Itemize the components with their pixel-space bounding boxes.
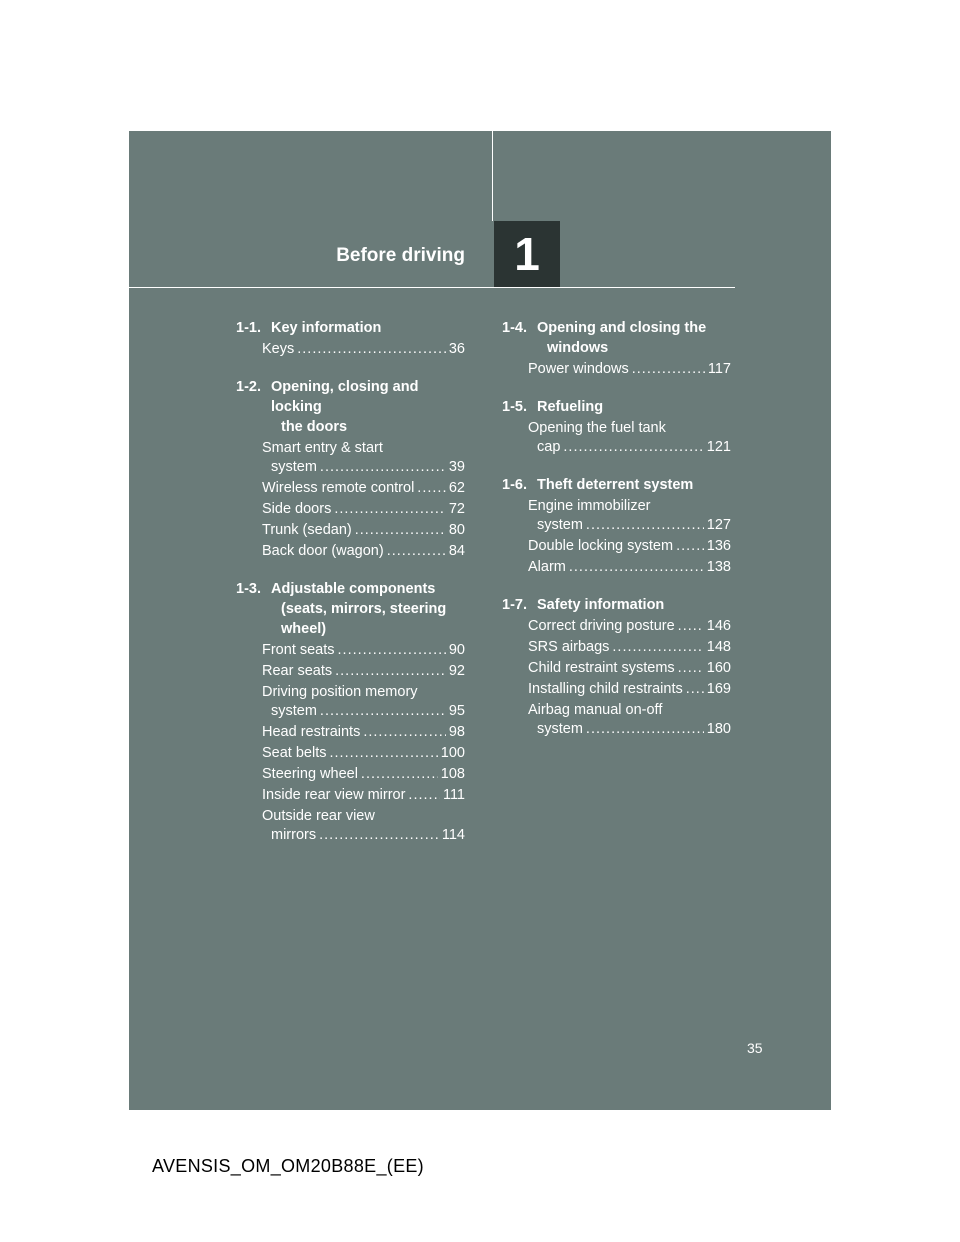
toc-entry[interactable] — [262, 521, 465, 540]
toc-entry-label: mirrors — [271, 827, 317, 843]
toc-entry-label: Power windows — [528, 361, 629, 377]
toc-entry-row — [262, 340, 465, 359]
toc-entry[interactable] — [528, 419, 731, 457]
toc-entry-page: 39 — [448, 459, 465, 475]
toc-entry[interactable] — [262, 683, 465, 721]
toc-entry-row — [528, 360, 731, 379]
dot-leader — [612, 638, 703, 657]
toc-entry-row — [528, 617, 731, 636]
toc-entry[interactable] — [262, 765, 465, 784]
toc-entry-label: SRS airbags — [528, 639, 610, 655]
toc-entry-page: 169 — [706, 681, 731, 697]
toc-entry-label: Outside rear view — [262, 808, 375, 824]
toc-entry-page: 136 — [706, 538, 731, 554]
toc-section — [215, 318, 465, 359]
toc-entry-page: 72 — [448, 501, 465, 517]
toc-entry-label: Side doors — [262, 501, 332, 517]
section-title — [527, 397, 603, 417]
toc-entry-label: Installing child restraints — [528, 681, 683, 697]
section-heading — [215, 579, 465, 639]
toc-entry-row — [262, 500, 465, 519]
toc-entry[interactable] — [528, 701, 731, 739]
toc-entry-label: Alarm — [528, 559, 566, 575]
toc-entry-row — [262, 765, 465, 784]
section-heading — [215, 377, 465, 437]
section-number: 1-6. — [502, 477, 527, 493]
dot-leader — [355, 521, 446, 540]
section-title-line: Key information — [271, 320, 382, 336]
toc-entry-label: Airbag manual on-off — [528, 702, 663, 718]
dot-leader — [632, 360, 705, 379]
toc-entry-page: 84 — [448, 543, 465, 559]
toc-section — [215, 377, 465, 561]
toc-items — [528, 497, 731, 577]
toc-entry-row — [262, 542, 465, 561]
toc-entry-row — [528, 638, 731, 657]
dot-leader — [361, 765, 438, 784]
dot-leader — [320, 458, 446, 477]
dot-leader — [338, 641, 446, 660]
toc-entry-page: 108 — [440, 766, 465, 782]
toc-entry-page: 148 — [706, 639, 731, 655]
toc-entry-row — [528, 558, 731, 577]
toc-entry-label: Rear seats — [262, 663, 333, 679]
toc-entry-label: Wireless remote control — [262, 480, 415, 496]
section-title-line: (seats, mirrors, steering — [281, 601, 447, 617]
toc-entry-page: 146 — [706, 618, 731, 634]
section-title — [527, 318, 706, 358]
toc-entry-label: Seat belts — [262, 745, 327, 761]
dot-leader — [297, 340, 446, 359]
section-heading — [215, 318, 465, 338]
toc-entry[interactable] — [528, 638, 731, 657]
dot-leader — [334, 500, 446, 519]
toc-entry[interactable] — [528, 558, 731, 577]
dot-leader — [586, 720, 704, 739]
toc-entry-page: 138 — [706, 559, 731, 575]
section-title-line: Refueling — [537, 399, 604, 415]
footer-code: AVENSIS_OM_OM20B88E_(EE) — [152, 1156, 424, 1176]
section-title — [261, 579, 446, 639]
section-title-line: Safety information — [537, 597, 665, 613]
toc-entry-page: 92 — [448, 663, 465, 679]
toc-entry-page: 121 — [706, 439, 731, 455]
section-number: 1-5. — [502, 399, 527, 415]
toc-entry-label: system — [271, 703, 317, 719]
toc-right-column — [481, 318, 731, 757]
toc-entry-label: system — [271, 459, 317, 475]
toc-entry-row — [262, 479, 465, 498]
dot-leader — [678, 617, 704, 636]
section-title-line: the doors — [281, 419, 348, 435]
section-heading — [481, 475, 731, 495]
toc-entry[interactable] — [262, 439, 465, 477]
toc-entry-label: Inside rear view mirror — [262, 787, 406, 803]
chapter-number-box — [494, 221, 560, 287]
toc-entry-page: 90 — [448, 642, 465, 658]
toc-entry-label: system — [537, 517, 583, 533]
toc-entry-label: Trunk (sedan) — [262, 522, 352, 538]
dot-leader — [676, 537, 704, 556]
section-title-line: Opening and closing the — [537, 320, 707, 336]
toc-entry[interactable] — [528, 537, 731, 556]
toc-left-column — [215, 318, 465, 863]
toc-entry-page: 127 — [706, 517, 731, 533]
toc-entry-page: 117 — [707, 361, 731, 377]
toc-entry-label: Back door (wagon) — [262, 543, 384, 559]
toc-entry-page: 36 — [448, 341, 465, 357]
toc-entry-label: cap — [537, 439, 561, 455]
toc-entry[interactable] — [262, 786, 465, 805]
toc-entry-row — [528, 438, 731, 457]
section-number: 1-1. — [236, 320, 261, 336]
toc-entry-page: 180 — [706, 721, 731, 737]
dot-leader — [417, 479, 446, 498]
toc-entry-page: 98 — [448, 724, 465, 740]
divider-vertical — [492, 131, 493, 221]
toc-entry-label: Child restraint systems — [528, 660, 675, 676]
toc-entry-page: 160 — [706, 660, 731, 676]
toc-entry-row — [528, 659, 731, 678]
section-title-line: Opening, closing and locking — [271, 379, 419, 415]
toc-items — [262, 340, 465, 359]
toc-items — [528, 419, 731, 457]
chapter-title: Before driving — [336, 245, 465, 266]
divider-horizontal — [129, 287, 735, 288]
dot-leader — [678, 659, 704, 678]
toc-entry-label: Keys — [262, 341, 295, 357]
toc-entry-label: Front seats — [262, 642, 335, 658]
toc-entry-label: Double locking system — [528, 538, 674, 554]
toc-entry[interactable] — [262, 723, 465, 742]
toc-entry-row — [528, 516, 731, 535]
section-title — [261, 318, 381, 338]
section-title-line: wheel) — [281, 621, 327, 637]
toc-entry-page: 100 — [440, 745, 465, 761]
toc-entry-label: Smart entry & start — [262, 440, 383, 456]
dot-leader — [363, 723, 446, 742]
page-number: 35 — [747, 1040, 763, 1056]
toc-entry-page: 95 — [448, 703, 465, 719]
section-title — [261, 377, 465, 437]
section-title — [527, 475, 693, 495]
toc-entry-page: 62 — [448, 480, 465, 496]
section-title-line: windows — [547, 340, 609, 356]
section-title — [527, 595, 664, 615]
toc-entry-row — [262, 744, 465, 763]
toc-entry[interactable] — [262, 662, 465, 681]
dot-leader — [569, 558, 704, 577]
toc-entry[interactable] — [262, 500, 465, 519]
toc-entry-row — [262, 723, 465, 742]
section-number: 1-4. — [502, 320, 527, 336]
toc-entry[interactable] — [528, 659, 731, 678]
dot-leader — [319, 826, 439, 845]
toc-items — [262, 641, 465, 845]
section-number: 1-3. — [236, 581, 261, 597]
toc-entry-row — [262, 702, 465, 721]
section-title-line: Adjustable components — [271, 581, 436, 597]
toc-items — [262, 439, 465, 561]
toc-items — [528, 617, 731, 739]
toc-entry-page: 111 — [442, 787, 465, 803]
section-heading — [481, 397, 731, 417]
toc-entry[interactable] — [262, 744, 465, 763]
toc-entry-row — [262, 786, 465, 805]
toc-entry-label: Steering wheel — [262, 766, 358, 782]
section-heading — [481, 318, 731, 358]
toc-entry[interactable] — [262, 542, 465, 561]
dot-leader — [387, 542, 446, 561]
toc-section — [481, 318, 731, 379]
dot-leader — [586, 516, 704, 535]
dot-leader — [320, 702, 446, 721]
toc-entry-row — [528, 537, 731, 556]
toc-entry-label: Head restraints — [262, 724, 361, 740]
toc-entry-label: Engine immobilizer — [528, 498, 651, 514]
dot-leader — [408, 786, 440, 805]
section-title-line: Theft deterrent system — [537, 477, 694, 493]
toc-entry[interactable] — [262, 641, 465, 660]
toc-entry-row — [528, 680, 731, 699]
toc-entry-row — [262, 458, 465, 477]
toc-section — [481, 475, 731, 577]
toc-entry-label: Opening the fuel tank — [528, 420, 666, 436]
toc-section — [481, 595, 731, 739]
dot-leader — [563, 438, 703, 457]
toc-entry-page: 114 — [441, 827, 465, 843]
toc-entry[interactable] — [528, 360, 731, 379]
dot-leader — [330, 744, 438, 763]
toc-entry[interactable] — [262, 807, 465, 845]
toc-section — [481, 397, 731, 457]
toc-entry-row — [262, 521, 465, 540]
toc-entry-row — [262, 826, 465, 845]
toc-entry[interactable] — [528, 680, 731, 699]
toc-entry-page: 80 — [448, 522, 465, 538]
section-number: 1-2. — [236, 379, 261, 395]
toc-entry[interactable] — [262, 479, 465, 498]
toc-entry-row — [262, 662, 465, 681]
toc-section — [215, 579, 465, 845]
toc-items — [528, 360, 731, 379]
toc-entry-label: system — [537, 721, 583, 737]
section-number: 1-7. — [502, 597, 527, 613]
toc-entry[interactable] — [528, 497, 731, 535]
chapter-number: 1 — [514, 228, 540, 280]
toc-entry-label: Driving position memory — [262, 684, 418, 700]
toc-entry-label: Correct driving posture — [528, 618, 675, 634]
dot-leader — [335, 662, 446, 681]
section-heading — [481, 595, 731, 615]
toc-entry-row — [528, 720, 731, 739]
toc-entry[interactable] — [528, 617, 731, 636]
toc-entry-row — [262, 641, 465, 660]
dot-leader — [686, 680, 704, 699]
toc-entry[interactable] — [262, 340, 465, 359]
